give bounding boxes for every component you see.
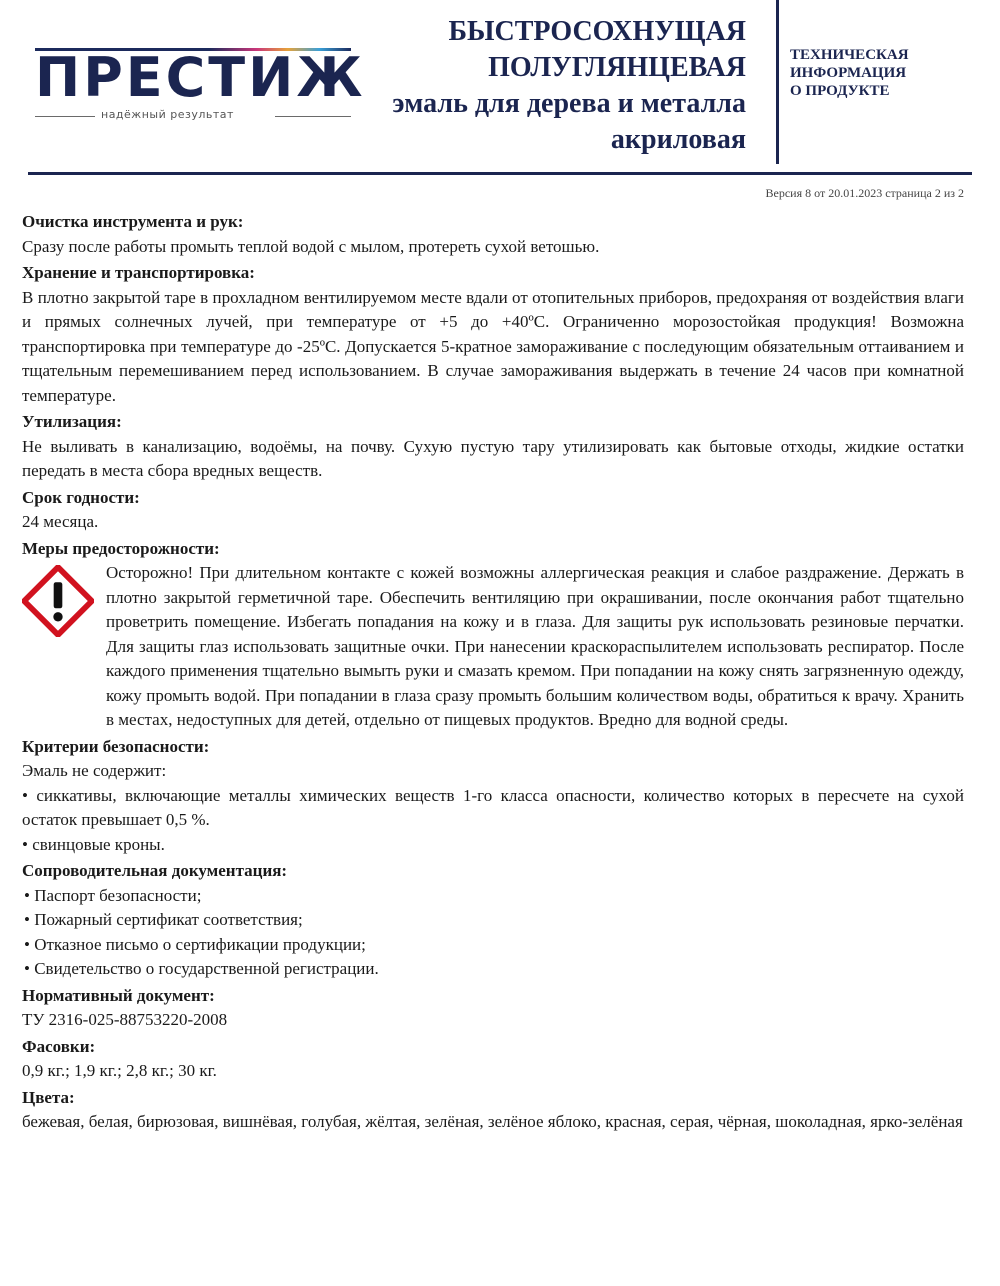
- tech-info-line-1: ТЕХНИЧЕСКАЯ: [790, 47, 909, 63]
- header-divider-horizontal: [28, 172, 972, 175]
- logo-tagline-rule-left: [35, 116, 95, 117]
- list-item: • Свидетельство о государственной регистрации.: [24, 959, 379, 978]
- document-body: [22, 208, 964, 1135]
- product-title-line-3: эмаль для дерева и металла: [392, 88, 746, 119]
- section-heading-precautions: Меры предосторожности:: [22, 538, 220, 558]
- section-text-cleaning: Сразу после работы промыть теплой водой с мылом, протереть сухой ветошью.: [22, 236, 600, 256]
- section-heading-safety: Критерии безопасности:: [22, 736, 210, 756]
- logo-wordmark: ПРЕСТИЖ: [35, 46, 366, 109]
- section-text-colors: бежевая, белая, бирюзовая, вишнёвая, голубая, жёлтая, зелёная, зелёное яблоко, красная, серая, чёрная, шоколадная, ярко-зелёная: [22, 1112, 963, 1131]
- logo-tagline: надёжный результат: [101, 108, 234, 121]
- logo-tagline-rule-right: [275, 116, 351, 117]
- product-title-line-1: БЫСТРОСОХНУЩАЯ: [448, 16, 746, 47]
- tech-info-line-3: О ПРОДУКТЕ: [790, 83, 890, 99]
- section-heading-docs: Сопроводительная документация:: [22, 861, 288, 880]
- tech-info-label: [790, 46, 909, 100]
- section-text-normative: ТУ 2316-025-88753220-2008: [22, 1010, 228, 1029]
- list-item: • свинцовые кроны.: [22, 834, 165, 854]
- header-divider-vertical: [776, 0, 779, 164]
- precautions-block: [22, 561, 964, 733]
- section-text-precautions: Осторожно! При длительном контакте с кожей возможны аллергическая реакция и слабое раздражение. Держать в плотно закрытой герметичной таре. Обеспечить вентиляцию при окрашивании, после окончания работ тщательно проветрить помещение. Избегать попадания на кожу и в глаза. Для защиты рук использовать резиновые перчатки. Для защиты глаз использовать защитные очки. При нанесении краскораспылителем использовать респиратор. После каждого применения тщательно вымыть руки и смазать кремом. При попадании на кожу снять загрязненную одежду, кожу промыть водой. При попадании в глаза сразу промыть большим количеством воды, обратиться к врачу. Хранить в местах, недоступных для детей, отдельно от пищевых продуктов. Вредно для водной среды.: [106, 563, 964, 729]
- product-title: [392, 14, 746, 158]
- section-heading-packaging: Фасовки:: [22, 1036, 96, 1056]
- section-heading-cleaning: Очистка инструмента и рук:: [22, 212, 244, 231]
- section-heading-colors: Цвета:: [22, 1087, 75, 1107]
- section-heading-shelf-life: Срок годности:: [22, 487, 140, 507]
- section-text-shelf-life: 24 месяца.: [22, 512, 99, 531]
- section-text-packaging: 0,9 кг.; 1,9 кг.; 2,8 кг.; 30 кг.: [22, 1061, 217, 1080]
- list-item: • Пожарный сертификат соответствия;: [24, 910, 303, 929]
- list-item: • Отказное письмо о сертификации продукции;: [24, 934, 366, 954]
- document-header: [0, 0, 1000, 200]
- version-info: Версия 8 от 20.01.2023 страница 2 из 2: [765, 186, 964, 200]
- safety-intro: Эмаль не содержит:: [22, 761, 167, 780]
- section-text-disposal: Не выливать в канализацию, водоёмы, на почву. Сухую пустую тару утилизировать как бытовые отходы, жидкие остатки передать в места сбора вредных веществ.: [22, 436, 964, 480]
- section-heading-storage: Хранение и транспортировка:: [22, 263, 255, 282]
- product-title-line-4: акриловая: [610, 124, 746, 155]
- tech-info-line-2: ИНФОРМАЦИЯ: [790, 65, 907, 81]
- list-item: • сиккативы, включающие металлы химических веществ 1-го класса опасности, количество которых в пересчете на сухой остаток превышает 0,5 %.: [22, 785, 964, 829]
- brand-logo: [35, 40, 366, 130]
- section-heading-disposal: Утилизация:: [22, 412, 122, 431]
- section-text-storage: В плотно закрытой таре в прохладном вентилируемом месте вдали от отопительных приборов, предохраняя от воздействия влаги и прямых солнечных лучей, при температуре от +5 до +40ºС. Ограниченно морозостойкая продукция! Возможна транспортировка при температуре до -25ºС. Допускается 5-кратное замораживание с последующим обязательным оттаиванием и тщательным перемешиванием перед использованием. В случае замораживания выдержать в течение 24 часов при комнатной температуре.: [22, 287, 964, 405]
- list-item: • Паспорт безопасности;: [24, 885, 202, 905]
- hazard-exclamation-icon: [22, 565, 94, 637]
- section-heading-normative: Нормативный документ:: [22, 985, 215, 1005]
- product-title-line-2: ПОЛУГЛЯНЦЕВАЯ: [488, 52, 746, 83]
